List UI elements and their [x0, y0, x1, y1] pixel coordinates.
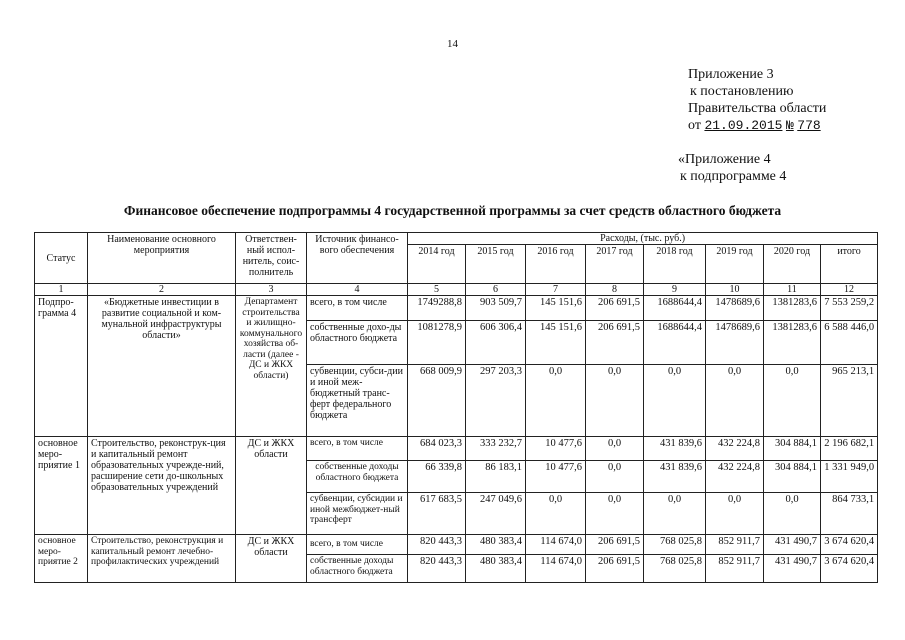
executor-cell: ДС и ЖКХ области — [236, 437, 307, 535]
appendix-date-line — [688, 117, 826, 134]
total-cell: 3 674 620,4 — [821, 555, 878, 583]
value-cell: 668 009,9 — [408, 365, 466, 437]
value-cell: 820 443,3 — [408, 535, 466, 555]
appendix-number-sign: № — [785, 118, 794, 133]
value-cell: 431 839,6 — [644, 437, 706, 461]
appendix-line: Приложение 3 — [688, 67, 774, 82]
value-cell: 304 884,1 — [764, 437, 821, 461]
appendix2-line: к подпрограмме 4 — [680, 169, 787, 184]
value-cell: 0,0 — [764, 493, 821, 535]
header-year: 2020 год — [764, 245, 821, 284]
value-cell: 1381283,6 — [764, 296, 821, 321]
table-row — [35, 437, 878, 461]
value-cell: 333 232,7 — [466, 437, 526, 461]
column-number: 6 — [466, 284, 526, 296]
header-year: 2019 год — [706, 245, 764, 284]
value-cell: 684 023,3 — [408, 437, 466, 461]
value-cell: 145 151,6 — [526, 296, 586, 321]
document-title: Финансовое обеспечение подпрограммы 4 государственной программы за счет средств областного бюджета — [123, 203, 782, 218]
financing-table — [34, 232, 878, 583]
value-cell: 480 383,4 — [466, 535, 526, 555]
value-cell: 1749288,8 — [408, 296, 466, 321]
source-cell: субвенции, субсидии и иной межбюджет-ный трансферт — [307, 493, 408, 535]
header-row — [35, 233, 878, 245]
value-cell: 768 025,8 — [644, 555, 706, 583]
value-cell: 297 203,3 — [466, 365, 526, 437]
value-cell: 431 839,6 — [644, 461, 706, 493]
header-year: 2015 год — [466, 245, 526, 284]
event-cell: «Бюджетные инвестиции в развитие социальной и ком-мунальной инфраструктуры области» — [88, 296, 236, 437]
value-cell: 768 025,8 — [644, 535, 706, 555]
appendix2-line: «Приложение 4 — [678, 152, 771, 167]
header-year: 2018 год — [644, 245, 706, 284]
column-number: 3 — [236, 284, 307, 296]
appendix2-block — [678, 151, 786, 185]
value-cell: 0,0 — [586, 365, 644, 437]
value-cell: 206 691,5 — [586, 555, 644, 583]
column-number: 5 — [408, 284, 466, 296]
value-cell: 606 306,4 — [466, 321, 526, 365]
appendix-block — [688, 66, 826, 134]
header-source: Источник финансо-вого обеспечения — [307, 233, 408, 284]
value-cell: 114 674,0 — [526, 555, 586, 583]
value-cell: 10 477,6 — [526, 461, 586, 493]
source-cell: всего, в том числе — [307, 535, 408, 555]
header-year: 2016 год — [526, 245, 586, 284]
value-cell: 247 049,6 — [466, 493, 526, 535]
total-cell: 7 553 259,2 — [821, 296, 878, 321]
executor-cell: Департамент строительства и жилищно-коммунального хозяйства об-ласти (далее - ДС и ЖКХ области) — [236, 296, 307, 437]
header-executor: Ответствен-ный испол-нитель, соис-полнитель — [236, 233, 307, 284]
value-cell: 206 691,5 — [586, 321, 644, 365]
event-cell: Строительство, реконструк-ция и капитальный ремонт образовательных учрежде-ний, расширение сети до-школьных образовательных учреждений — [88, 437, 236, 535]
value-cell: 432 224,8 — [706, 461, 764, 493]
total-cell: 3 674 620,4 — [821, 535, 878, 555]
status-cell: Подпро-грамма 4 — [35, 296, 88, 437]
column-number: 11 — [764, 284, 821, 296]
header-year: 2017 год — [586, 245, 644, 284]
column-number: 1 — [35, 284, 88, 296]
value-cell: 0,0 — [586, 493, 644, 535]
source-cell: собственные дохо-ды областного бюджета — [307, 321, 408, 365]
header-event: Наименование основного мероприятия — [88, 233, 236, 284]
total-cell: 1 331 949,0 — [821, 461, 878, 493]
event-cell: Строительство, реконструкция и капитальный ремонт лечебно-профилактических учреждений — [88, 535, 236, 583]
value-cell: 1478689,6 — [706, 296, 764, 321]
column-number: 12 — [821, 284, 878, 296]
header-year: 2014 год — [408, 245, 466, 284]
value-cell: 86 183,1 — [466, 461, 526, 493]
value-cell: 0,0 — [586, 461, 644, 493]
value-cell: 0,0 — [644, 365, 706, 437]
table-row — [35, 296, 878, 321]
appendix-number: 778 — [797, 118, 821, 133]
source-cell: собственные доходы областного бюджета — [307, 555, 408, 583]
value-cell: 206 691,5 — [586, 535, 644, 555]
value-cell: 903 509,7 — [466, 296, 526, 321]
value-cell: 66 339,8 — [408, 461, 466, 493]
value-cell: 852 911,7 — [706, 555, 764, 583]
value-cell: 114 674,0 — [526, 535, 586, 555]
value-cell: 145 151,6 — [526, 321, 586, 365]
page-number: 14 — [447, 38, 458, 50]
column-number-row — [35, 284, 878, 296]
header-status: Статус — [35, 233, 88, 284]
header-expenses: Расходы, (тыс. руб.) — [408, 233, 878, 245]
value-cell: 431 490,7 — [764, 555, 821, 583]
appendix-date: 21.09.2015 — [704, 118, 783, 133]
value-cell: 0,0 — [706, 365, 764, 437]
value-cell: 432 224,8 — [706, 437, 764, 461]
value-cell: 0,0 — [526, 493, 586, 535]
total-cell: 864 733,1 — [821, 493, 878, 535]
header-total: итого — [821, 245, 878, 284]
column-number: 7 — [526, 284, 586, 296]
status-cell: основное меро-приятие 2 — [35, 535, 88, 583]
value-cell: 1478689,6 — [706, 321, 764, 365]
total-cell: 6 588 446,0 — [821, 321, 878, 365]
value-cell: 1688644,4 — [644, 321, 706, 365]
value-cell: 480 383,4 — [466, 555, 526, 583]
appendix-from: от — [688, 118, 701, 133]
column-number: 4 — [307, 284, 408, 296]
value-cell: 0,0 — [764, 365, 821, 437]
value-cell: 0,0 — [526, 365, 586, 437]
source-cell: всего, в том числе — [307, 296, 408, 321]
executor-cell: ДС и ЖКХ области — [236, 535, 307, 583]
total-cell: 965 213,1 — [821, 365, 878, 437]
column-number: 2 — [88, 284, 236, 296]
status-cell: основное меро-приятие 1 — [35, 437, 88, 535]
value-cell: 820 443,3 — [408, 555, 466, 583]
column-number: 10 — [706, 284, 764, 296]
value-cell: 0,0 — [644, 493, 706, 535]
source-cell: собственные доходы областного бюджета — [307, 461, 408, 493]
total-cell: 2 196 682,1 — [821, 437, 878, 461]
value-cell: 0,0 — [706, 493, 764, 535]
source-cell: всего, в том числе — [307, 437, 408, 461]
value-cell: 1381283,6 — [764, 321, 821, 365]
value-cell: 10 477,6 — [526, 437, 586, 461]
value-cell: 852 911,7 — [706, 535, 764, 555]
appendix-line: к постановлению — [690, 84, 794, 99]
value-cell: 206 691,5 — [586, 296, 644, 321]
column-number: 9 — [644, 284, 706, 296]
source-cell: субвенции, субси-дии и иной меж-бюджетный транс-ферт федерального бюджета — [307, 365, 408, 437]
value-cell: 1688644,4 — [644, 296, 706, 321]
table-row — [35, 535, 878, 555]
value-cell: 1081278,9 — [408, 321, 466, 365]
value-cell: 617 683,5 — [408, 493, 466, 535]
appendix-line: Правительства области — [688, 101, 827, 116]
value-cell: 0,0 — [586, 437, 644, 461]
column-number: 8 — [586, 284, 644, 296]
value-cell: 431 490,7 — [764, 535, 821, 555]
value-cell: 304 884,1 — [764, 461, 821, 493]
